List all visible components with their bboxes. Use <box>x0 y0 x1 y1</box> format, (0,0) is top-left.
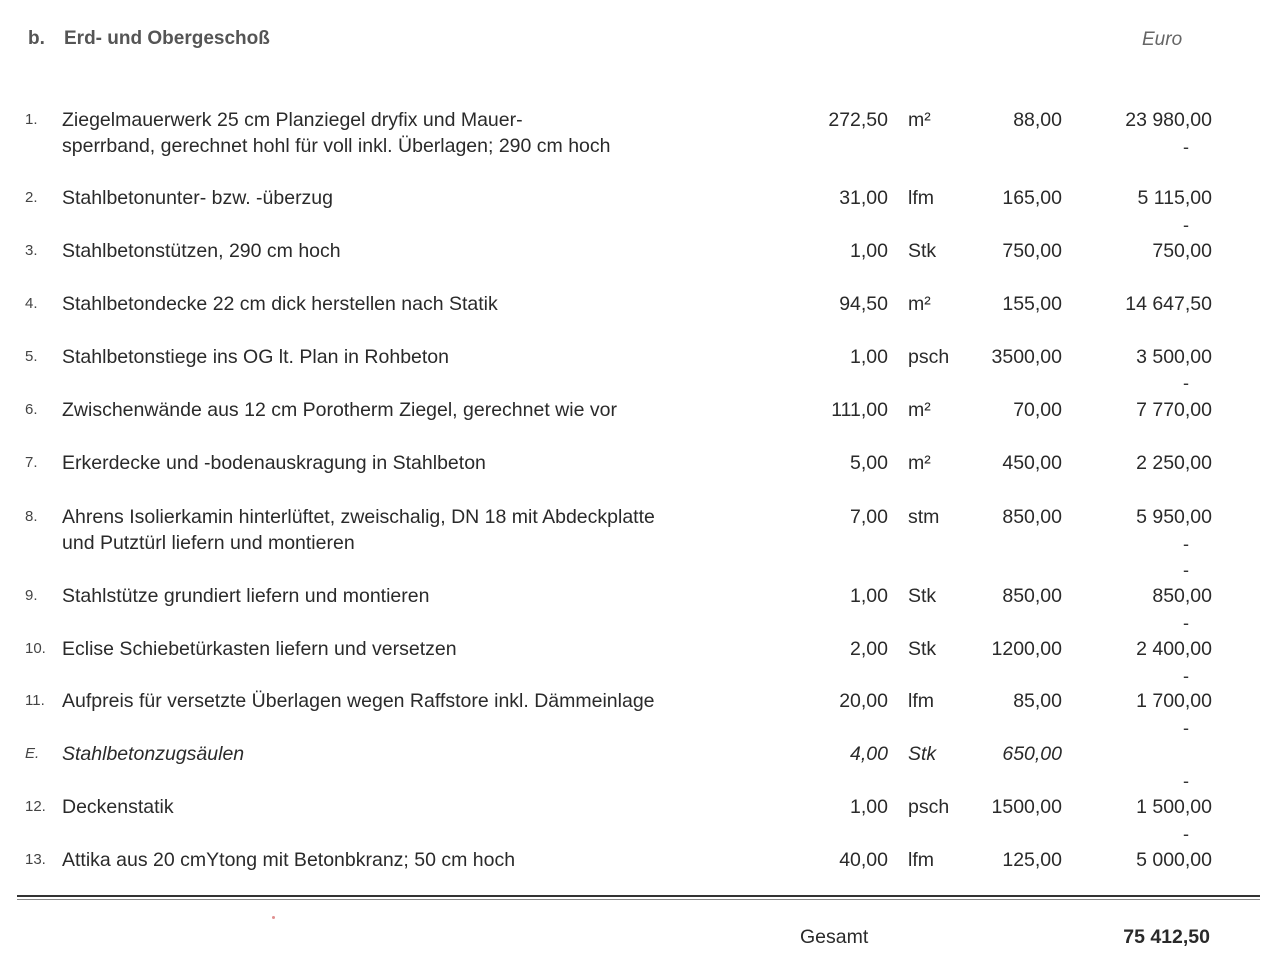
item-description: Stahlbetonstiege ins OG lt. Plan in Rohbeton <box>62 346 449 368</box>
dash-mark: - <box>1183 613 1189 633</box>
item-quantity: 1,00 <box>850 585 888 607</box>
line-item-row <box>0 107 1269 157</box>
dash-mark: - <box>1183 137 1189 157</box>
item-total: 2 400,00 <box>1136 638 1212 660</box>
item-unit: Stk <box>908 240 937 262</box>
item-unit-price: 3500,00 <box>991 346 1062 368</box>
item-number: 5. <box>25 348 38 365</box>
total-separator-line-thin <box>17 899 1260 900</box>
item-number: 7. <box>25 454 38 471</box>
item-unit-price: 1500,00 <box>991 796 1062 818</box>
line-item-row <box>0 847 1269 887</box>
item-unit-price: 165,00 <box>1002 187 1062 209</box>
item-description: Stahlbetonzugsäulen <box>62 743 245 765</box>
section-title: Erd- und Obergeschoß <box>64 28 270 49</box>
item-unit: Stk <box>908 638 937 660</box>
item-description: Stahlbetondecke 22 cm dick herstellen nach Statik <box>62 293 498 315</box>
item-quantity: 7,00 <box>850 506 888 528</box>
item-unit-price: 88,00 <box>1013 109 1062 131</box>
dash-mark: - <box>1183 534 1189 554</box>
item-total: 5 115,00 <box>1137 187 1212 209</box>
item-number: 10. <box>25 640 46 657</box>
item-unit-price: 155,00 <box>1002 293 1062 315</box>
item-total: 23 980,00 <box>1125 109 1212 131</box>
dash-mark: - <box>1183 560 1189 580</box>
item-quantity: 4,00 <box>850 743 888 765</box>
line-item-row <box>0 741 1269 781</box>
item-number: 2. <box>25 189 38 206</box>
line-item-row <box>0 238 1269 278</box>
dash-mark: - <box>1183 718 1189 738</box>
item-number: 9. <box>25 587 38 604</box>
item-quantity: 1,00 <box>850 346 888 368</box>
item-unit-price: 85,00 <box>1013 690 1062 712</box>
dash-mark: - <box>1183 215 1189 235</box>
item-number: 12. <box>25 798 46 815</box>
item-unit: Stk <box>908 585 937 607</box>
line-item-row <box>0 291 1269 331</box>
line-item-row <box>0 185 1269 225</box>
item-description: Stahlstütze grundiert liefern und montieren <box>62 585 430 607</box>
item-unit-price: 650,00 <box>1002 743 1062 765</box>
item-description: Eclise Schiebetürkasten liefern und versetzen <box>62 638 457 660</box>
item-unit-price: 125,00 <box>1002 849 1062 871</box>
dash-mark: - <box>1183 666 1189 686</box>
item-quantity: 40,00 <box>839 849 888 871</box>
item-unit: lfm <box>908 690 934 712</box>
item-unit: m² <box>908 109 931 131</box>
item-number: 13. <box>25 851 46 868</box>
item-unit-price: 450,00 <box>1002 452 1062 474</box>
item-number: E. <box>25 745 40 762</box>
item-description: Stahlbetonunter- bzw. -überzug <box>62 187 334 209</box>
grand-total-label: Gesamt <box>800 926 869 948</box>
item-unit-price: 1200,00 <box>991 638 1062 660</box>
item-unit-price: 750,00 <box>1002 240 1062 262</box>
item-unit: m² <box>908 399 931 421</box>
item-unit: stm <box>908 506 940 528</box>
dash-mark: - <box>1183 771 1189 791</box>
item-description: Ziegelmauerwerk 25 cm Planziegel dryfix und Mauer- sperrband, gerechnet hohl für voll inkl. Überlagen; 290 cm hoch <box>62 109 611 157</box>
item-unit: psch <box>908 346 950 368</box>
item-description: Attika aus 20 cmYtong mit Betonbkranz; 50 cm hoch <box>62 849 516 871</box>
total-separator-line <box>17 895 1260 897</box>
item-total: 750,00 <box>1152 240 1212 262</box>
line-item-row <box>0 794 1269 834</box>
item-quantity: 1,00 <box>850 240 888 262</box>
item-quantity: 272,50 <box>828 109 888 131</box>
item-description: Aufpreis für versetzte Überlagen wegen Raffstore inkl. Dämmeinlage <box>62 690 655 712</box>
item-quantity: 94,50 <box>839 293 888 315</box>
section-header <box>0 28 1269 54</box>
item-number: 6. <box>25 401 38 418</box>
item-quantity: 5,00 <box>850 452 888 474</box>
item-quantity: 20,00 <box>839 690 888 712</box>
item-number: 4. <box>25 295 38 312</box>
item-description: Zwischenwände aus 12 cm Porotherm Ziegel, gerechnet wie vor <box>62 399 617 421</box>
item-total: 1 500,00 <box>1136 796 1212 818</box>
item-unit: lfm <box>908 187 934 209</box>
item-description: Deckenstatik <box>62 796 174 818</box>
section-letter: b. <box>28 28 45 49</box>
item-quantity: 2,00 <box>850 638 888 660</box>
item-total: 7 770,00 <box>1136 399 1212 421</box>
item-unit-price: 70,00 <box>1013 399 1062 421</box>
line-item-row <box>0 636 1269 676</box>
item-description: Ahrens Isolierkamin hinterlüftet, zweischalig, DN 18 mit Abdeckplatte und Putztürl liefern und montieren <box>62 506 655 554</box>
item-unit: m² <box>908 452 931 474</box>
item-quantity: 31,00 <box>839 187 888 209</box>
item-total: 850,00 <box>1152 585 1212 607</box>
item-description: Stahlbetonstützen, 290 cm hoch <box>62 240 341 262</box>
item-total: 3 500,00 <box>1136 346 1212 368</box>
item-total: 5 000,00 <box>1136 849 1212 871</box>
dash-mark: - <box>1183 373 1189 393</box>
line-item-row <box>0 583 1269 623</box>
item-unit-price: 850,00 <box>1002 506 1062 528</box>
item-unit: psch <box>908 796 950 818</box>
line-item-row <box>0 504 1269 554</box>
item-description: Erkerdecke und -bodenauskragung in Stahlbeton <box>62 452 486 474</box>
item-number: 3. <box>25 242 38 259</box>
grand-total-value: 75 412,50 <box>1123 926 1210 948</box>
scan-speck <box>272 916 275 919</box>
line-item-row <box>0 397 1269 437</box>
item-total: 5 950,00 <box>1136 506 1212 528</box>
item-unit: Stk <box>908 743 937 765</box>
line-item-row <box>0 450 1269 490</box>
item-quantity: 1,00 <box>850 796 888 818</box>
line-item-row <box>0 688 1269 728</box>
item-total: 14 647,50 <box>1125 293 1212 315</box>
item-total: 2 250,00 <box>1136 452 1212 474</box>
currency-label: Euro <box>1142 29 1183 50</box>
item-total: 1 700,00 <box>1136 690 1212 712</box>
item-number: 8. <box>25 508 38 525</box>
item-unit-price: 850,00 <box>1002 585 1062 607</box>
line-item-row <box>0 344 1269 384</box>
item-unit: lfm <box>908 849 934 871</box>
dash-mark: - <box>1183 824 1189 844</box>
item-number: 1. <box>25 111 38 128</box>
item-number: 11. <box>25 692 45 709</box>
item-quantity: 111,00 <box>831 399 888 421</box>
item-unit: m² <box>908 293 931 315</box>
